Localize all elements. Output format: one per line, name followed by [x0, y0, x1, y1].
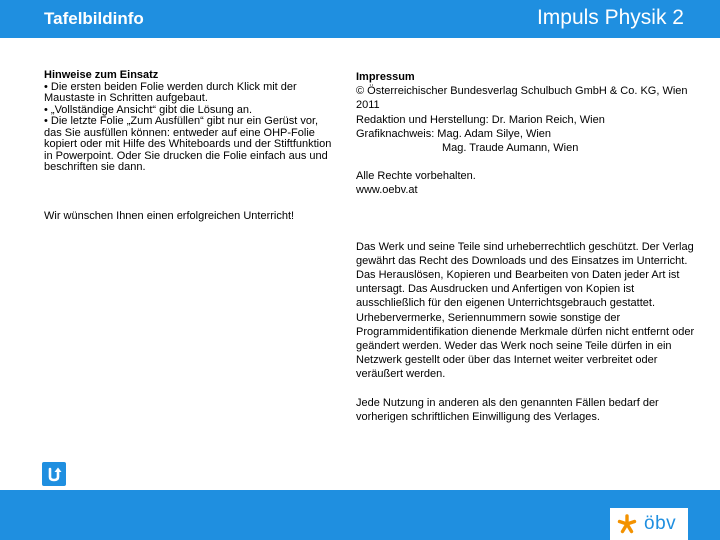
imprint-usage: Jede Nutzung in anderen als den genannten Fällen bedarf der vorherigen schriftlichen Einwilligung des Verlages.	[356, 396, 659, 423]
imprint-images-1: Grafiknachweis: Mag. Adam Silye, Wien	[356, 127, 552, 140]
spacer	[356, 198, 701, 240]
spacer	[356, 155, 701, 169]
imprint-heading: Impressum	[356, 71, 415, 83]
back-button[interactable]	[42, 462, 66, 486]
imprint-rights: Alle Rechte vorbehalten.	[356, 170, 476, 183]
header-left-title: Tafelbildinfo	[44, 9, 144, 28]
oebv-star-icon	[616, 513, 638, 535]
publisher-logo	[610, 508, 688, 540]
imprint-publisher: © Österreichischer Bundesverlag Schulbuch GmbH & Co. KG, Wien 2011	[356, 85, 688, 112]
back-arrow-icon	[45, 465, 63, 483]
usage-note-3: • Die letzte Folie „Zum Ausfüllen“ gibt nur ein Gerüst vor, das Sie ausfüllen können: entweder auf eine OHP-Folie kopiert oder mit Hilfe des Whiteboards und der Stiftfunktion in Powerpoint. Oder Sie drucken die Folie einfach aus und beschriften sie dann.	[44, 115, 332, 173]
imprint-copyright: Das Werk und seine Teile sind urheberrechtlich geschützt. Der Verlag gewährt das Recht des Downloads und des Einsatzes im Unterricht. Das Herauslösen, Kopieren und Bearbeiten von Daten jeder Art ist untersagt. Das Ausdrucken und Anfertigen von Kopien ist ausschließlich für den eigenen Unterrichtsgebrauch gestattet. Urhebervermerke, Seriennummern sowie sonstige der Programmidentifikation dienende Merkmale dürfen nicht entfernt oder geändert werden. Weder das Werk noch seine Teile dürfen in ein Netzwerk gestellt oder über das Internet weiter verbreitet oder veräußert werden.	[356, 240, 695, 381]
usage-notes-heading: Hinweise zum Einsatz	[44, 69, 159, 81]
imprint	[356, 70, 701, 424]
header-right-title: Impuls Physik 2	[536, 6, 684, 29]
usage-note-1: • Die ersten beiden Folie werden durch Klick mit der Maustaste in Schritten aufgebaut.	[44, 80, 297, 104]
imprint-images-2: Mag. Traude Aumann, Wien	[442, 142, 579, 155]
logo-text: öbv	[644, 513, 677, 534]
imprint-website: www.oebv.at	[356, 184, 418, 197]
greeting-text: Wir wünschen Ihnen einen erfolgreichen Unterricht!	[44, 210, 295, 222]
spacer	[356, 382, 701, 396]
usage-notes	[44, 70, 334, 174]
usage-note-2: • „Vollständige Ansicht“ gibt die Lösung an.	[44, 103, 253, 116]
imprint-editing: Redaktion und Herstellung: Dr. Marion Reich, Wien	[356, 113, 605, 126]
header-bar	[0, 0, 720, 38]
